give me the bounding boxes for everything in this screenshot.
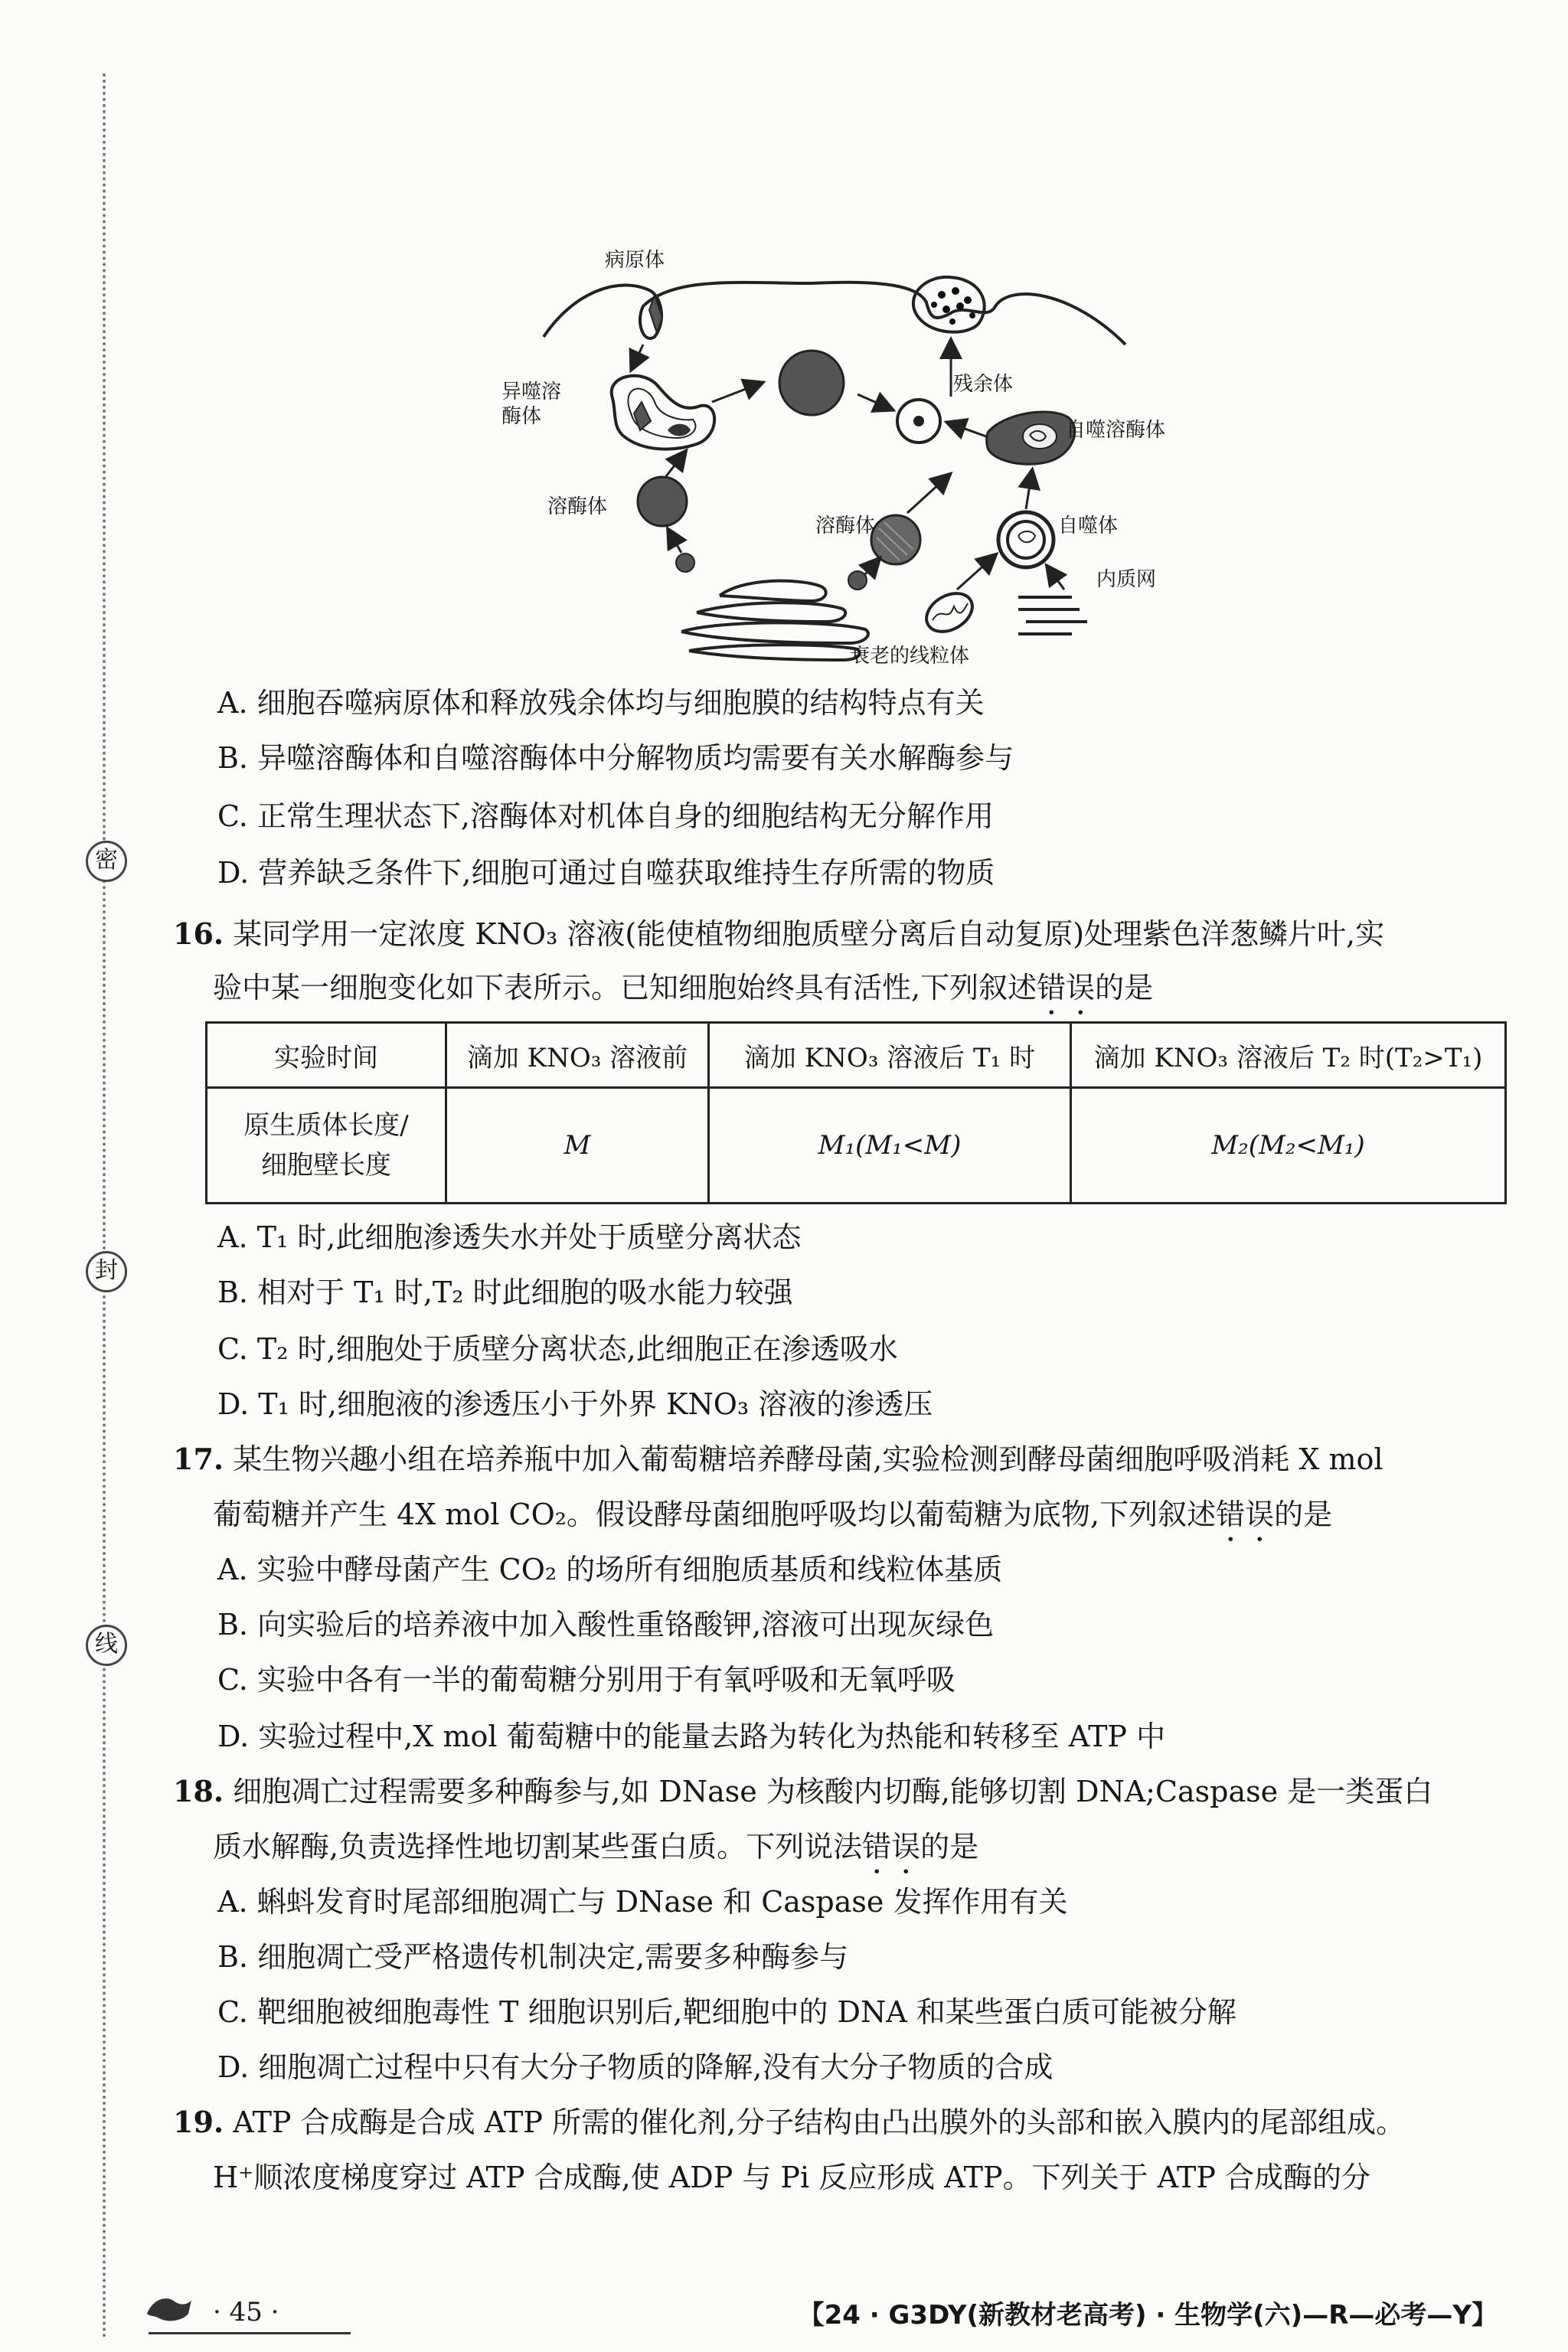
small-vesicle-left [676, 554, 694, 572]
row-label-line1: 原生质体长度/ [243, 1110, 409, 1141]
footer-rule [149, 2332, 351, 2334]
q19-text-1: ATP 合成酶是合成 ATP 所需的催化剂,分子结构由凸出膜外的头部和嵌入膜内的尾部组成。 [233, 2105, 1406, 2139]
table-row [207, 1088, 1506, 1204]
q16-number: 16. [173, 916, 224, 951]
q18-emphasis: 错误 [862, 1830, 921, 1864]
q16-experiment-table [205, 1021, 1507, 1204]
q16-stem-line2 [213, 968, 1153, 1021]
q16-option-d: D. T₁ 时,细胞液的渗透压小于外界 KNO₃ 溶液的渗透压 [217, 1387, 933, 1421]
exam-code: 【24 · G3DY(新教材老高考) · 生物学(六)—R—必考—Y】 [798, 2300, 1498, 2331]
row-label [207, 1088, 446, 1204]
row-label-line2: 细胞壁长度 [261, 1150, 391, 1181]
digesting-vacuole [779, 351, 844, 415]
label-lysosome-right: 溶酶体 [815, 514, 876, 537]
q18-text-3: 的是 [920, 1830, 979, 1864]
cell-before: M [446, 1088, 709, 1204]
q19-stem-line2: H⁺顺浓度梯度穿过 ATP 合成酶,使 ADP 与 Pi 反应形成 ATP。下列关于 ATP 合成酶的分 [213, 2161, 1371, 2194]
q18-option-a: A. 蝌蚪发育时尾部细胞凋亡与 DNase 和 Caspase 发挥作用有关 [217, 1885, 1068, 1919]
seal-xian: 线 [86, 1625, 127, 1666]
q15-option-d: D. 营养缺乏条件下,细胞可通过自噬获取维持生存所需的物质 [217, 856, 995, 890]
q17-option-c: C. 实验中各有一半的葡萄糖分别用于有氧呼吸和无氧呼吸 [217, 1663, 956, 1697]
q16-option-a: A. T₁ 时,此细胞渗透失水并处于质壁分离状态 [217, 1220, 802, 1254]
label-lysosome-left: 溶酶体 [547, 495, 608, 518]
label-aging-mito: 衰老的线粒体 [850, 645, 970, 668]
cell-t2: M₂(M₂<M₁) [1071, 1088, 1506, 1204]
q17-option-d: D. 实验过程中,X mol 葡萄糖中的能量去路为转化为热能和转移至 ATP 中 [217, 1720, 1166, 1753]
label-autolysosome: 自噬溶酶体 [1066, 419, 1166, 442]
th-before: 滴加 KNO₃ 溶液前 [446, 1023, 709, 1088]
label-er: 内质网 [1096, 568, 1157, 591]
q16-option-b: B. 相对于 T₁ 时,T₂ 时此细胞的吸水能力较强 [217, 1276, 793, 1309]
label-autophagosome: 自噬体 [1058, 514, 1119, 537]
q16-text-2: 验中某一细胞变化如下表所示。已知细胞始终具有活性,下列叙述 [213, 971, 1037, 1004]
q17-emphasis: 错误 [1216, 1498, 1275, 1531]
q18-text-1: 细胞凋亡过程需要多种酶参与,如 DNase 为核酸内切酶,能够切割 DNA;Caspase 是一类蛋白 [233, 1775, 1433, 1808]
q19-stem-line1 [173, 2102, 1405, 2142]
endoplasmic-reticulum [1018, 597, 1087, 634]
th-time: 实验时间 [207, 1023, 446, 1088]
th-t2: 滴加 KNO₃ 溶液后 T₂ 时(T₂>T₁) [1071, 1023, 1506, 1088]
q18-stem-line1 [173, 1772, 1432, 1811]
exocytosis-vesicle [913, 277, 985, 332]
q17-text-3: 的是 [1274, 1498, 1333, 1531]
label-heterophagosome-2: 酶体 [501, 405, 542, 428]
seal-feng: 封 [86, 1251, 127, 1292]
table-header-row [207, 1023, 1506, 1088]
cell-t1: M₁(M₁<M) [709, 1088, 1071, 1204]
publisher-logo-icon [144, 2291, 193, 2328]
q18-option-b: B. 细胞凋亡受严格遗传机制决定,需要多种酶参与 [217, 1940, 849, 1974]
q17-number: 17. [173, 1442, 224, 1476]
q15-option-b: B. 异噬溶酶体和自噬溶酶体中分解物质均需要有关水解酶参与 [217, 741, 1014, 775]
q18-option-c: C. 靶细胞被细胞毒性 T 细胞识别后,靶细胞中的 DNA 和某些蛋白质可能被分解 [217, 1995, 1236, 2029]
q18-option-d: D. 细胞凋亡过程中只有大分子物质的降解,没有大分子物质的合成 [217, 2050, 1054, 2084]
seal-mi: 密 [86, 841, 127, 882]
q16-text-3: 的是 [1095, 971, 1154, 1004]
lysosome-left-icon [638, 477, 687, 526]
label-heterophagosome-1: 异噬溶 [501, 381, 562, 403]
page-number: · 45 · [213, 2297, 279, 2328]
q19-number: 19. [173, 2105, 224, 2139]
q17-option-b: B. 向实验后的培养液中加入酸性重铬酸钾,溶液可出现灰绿色 [217, 1608, 995, 1642]
q15-option-a: A. 细胞吞噬病原体和释放残余体均与细胞膜的结构特点有关 [217, 686, 985, 720]
q18-text-2: 质水解酶,负责选择性地切割某些蛋白质。下列说法 [213, 1830, 863, 1864]
golgi-apparatus [681, 581, 868, 660]
q16-stem-line1 [173, 914, 1384, 954]
lysosome-diagram [490, 230, 1194, 674]
aging-mitochondrion-icon [920, 586, 978, 639]
small-vesicle-right [848, 571, 867, 590]
q17-text-1: 某生物兴趣小组在培养瓶中加入葡萄糖培养酵母菌,实验检测到酵母菌细胞呼吸消耗 X mol [233, 1442, 1383, 1476]
q17-stem-line1 [173, 1439, 1383, 1479]
q17-stem-line2 [213, 1494, 1332, 1548]
label-pathogen: 病原体 [605, 249, 665, 272]
q17-text-2: 葡萄糖并产生 4X mol CO₂。假设酵母菌细胞呼吸均以葡萄糖为底物,下列叙述 [213, 1498, 1217, 1531]
q16-option-c: C. T₂ 时,细胞处于质壁分离状态,此细胞正在渗透吸水 [217, 1332, 898, 1366]
q18-stem-line2 [213, 1827, 978, 1880]
th-t1: 滴加 KNO₃ 溶液后 T₁ 时 [709, 1023, 1071, 1088]
q18-number: 18. [173, 1774, 224, 1808]
q17-option-a: A. 实验中酵母菌产生 CO₂ 的场所有细胞质基质和线粒体基质 [217, 1553, 1003, 1586]
cell-membrane [544, 283, 1125, 345]
q16-emphasis: 错误 [1037, 971, 1096, 1004]
label-residual-body: 残余体 [953, 373, 1014, 396]
q16-text-1: 某同学用一定浓度 KNO₃ 溶液(能使植物细胞质壁分离后自动复原)处理紫色洋葱鳞片叶,实 [233, 917, 1385, 951]
binding-dotted-line [103, 74, 106, 2340]
q15-option-c: C. 正常生理状态下,溶酶体对机体自身的细胞结构无分解作用 [217, 799, 994, 833]
